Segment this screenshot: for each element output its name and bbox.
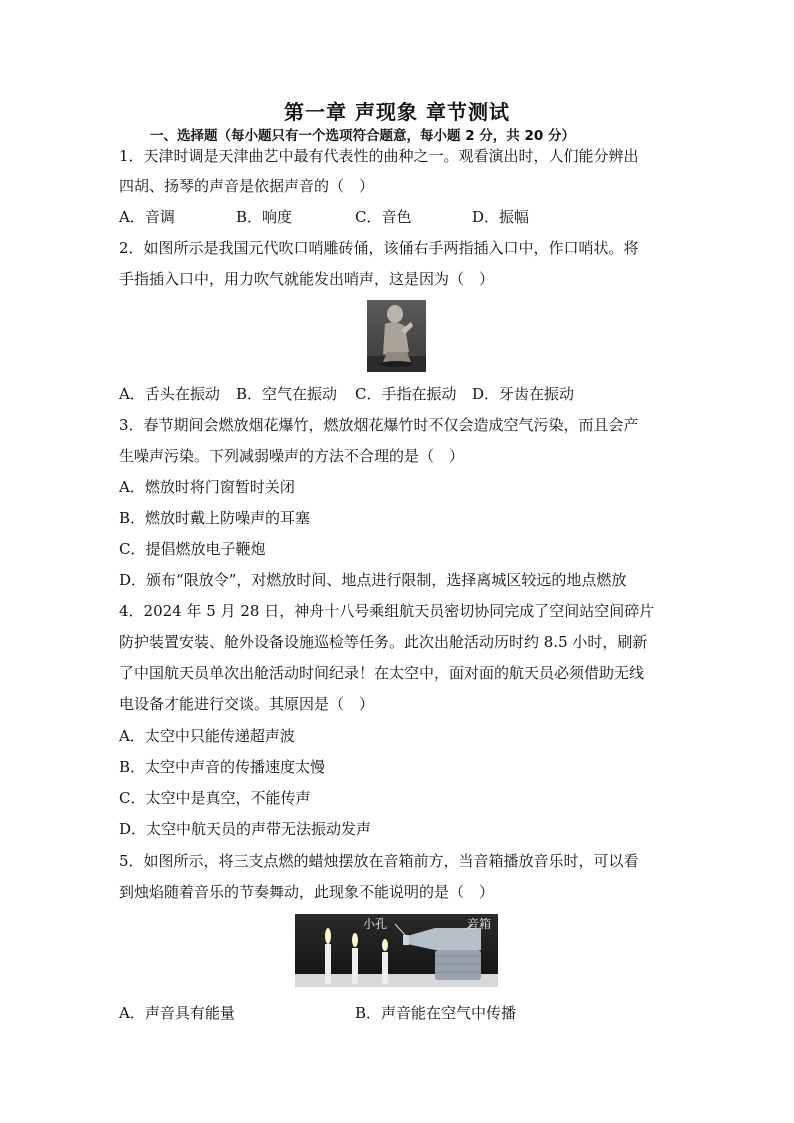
q4-stem-line2: 防护装置安装、舱外设备设施巡检等任务。此次出舱活动历时约 8.5 小时，刷新 [119,633,648,651]
q3-option-d: D．颁布“限放令”，对燃放时间、地点进行限制，选择离城区较远的地点燃放 [119,571,627,589]
label-hole: 小孔 [363,917,388,931]
q2-option-a: A．舌头在振动 [119,385,220,403]
q5-option-a: A．声音具有能量 [119,1004,235,1022]
q4-option-d: D．太空中航天员的声带无法振动发声 [119,820,372,838]
q5-stem-line2: 到烛焰随着音乐的节奏舞动，此现象不能说明的是（ ） [119,883,495,901]
q1-option-a: A．音调 [119,208,175,226]
q4-stem-line4: 电设备才能进行交谈。其原因是（ ） [119,695,375,713]
q4-option-c: C．太空中是真空，不能传声 [119,789,311,807]
q3-option-a: A．燃放时将门窗暂时关闭 [119,478,295,496]
q4-stem-line3: 了中国航天员单次出舱活动时间纪录！在太空中，面对面的航天员必须借助无线 [119,664,645,682]
page-title: 第一章 声现象 章节测试 [284,100,510,124]
q3-stem-line1: 3．春节期间会燃放烟花爆竹，燃放烟花爆竹时不仅会造成空气污染，而且会产 [119,416,639,434]
q5-option-b: B．声音能在空气中传播 [355,1004,517,1022]
q4-stem-line1: 4．2024 年 5 月 28 日，神舟十八号乘组航天员密切协同完成了空间站空间碎片 [119,602,655,620]
q3-option-b: B．燃放时戴上防噪声的耳塞 [119,509,311,527]
q2-option-d: D．牙齿在振动 [472,385,575,403]
candles-speaker-image [295,914,498,987]
q4-option-a: A．太空中只能传递超声波 [119,727,295,745]
q1-option-d: D．振幅 [472,208,530,226]
section-heading: 一、选择题（每小题只有一个选项符合题意，每小题 2 分，共 20 分） [150,128,575,144]
q3-option-c: C．提倡燃放电子鞭炮 [119,540,266,558]
q5-stem-line1: 5．如图所示，将三支点燃的蜡烛摆放在音箱前方，当音箱播放音乐时，可以看 [119,852,639,870]
q2-option-c: C．手指在振动 [355,385,457,403]
q3-stem-line2: 生噪声污染。下列减弱噪声的方法不合理的是（ ） [119,447,465,465]
label-speaker: 音箱 [467,917,492,931]
q2-option-b: B．空气在振动 [236,385,338,403]
q2-stem-line1: 2．如图所示是我国元代吹口哨雕砖俑，该俑右手两指插入口中，作口哨状。将 [119,239,639,257]
q2-stem-line2: 手指插入口中，用力吹气就能发出哨声，这是因为（ ） [119,270,495,288]
q1-stem-line2: 四胡、扬琴的声音是依据声音的（ ） [119,177,375,195]
q4-option-b: B．太空中声音的传播速度太慢 [119,758,326,776]
q1-stem-line1: 1．天津时调是天津曲艺中最有代表性的曲种之一。观看演出时，人们能分辨出 [119,147,639,165]
q1-option-c: C．音色 [355,208,412,226]
figurine-drawing [367,300,426,372]
whistling-figurine-image [367,300,426,372]
q1-option-b: B．响度 [236,208,293,226]
